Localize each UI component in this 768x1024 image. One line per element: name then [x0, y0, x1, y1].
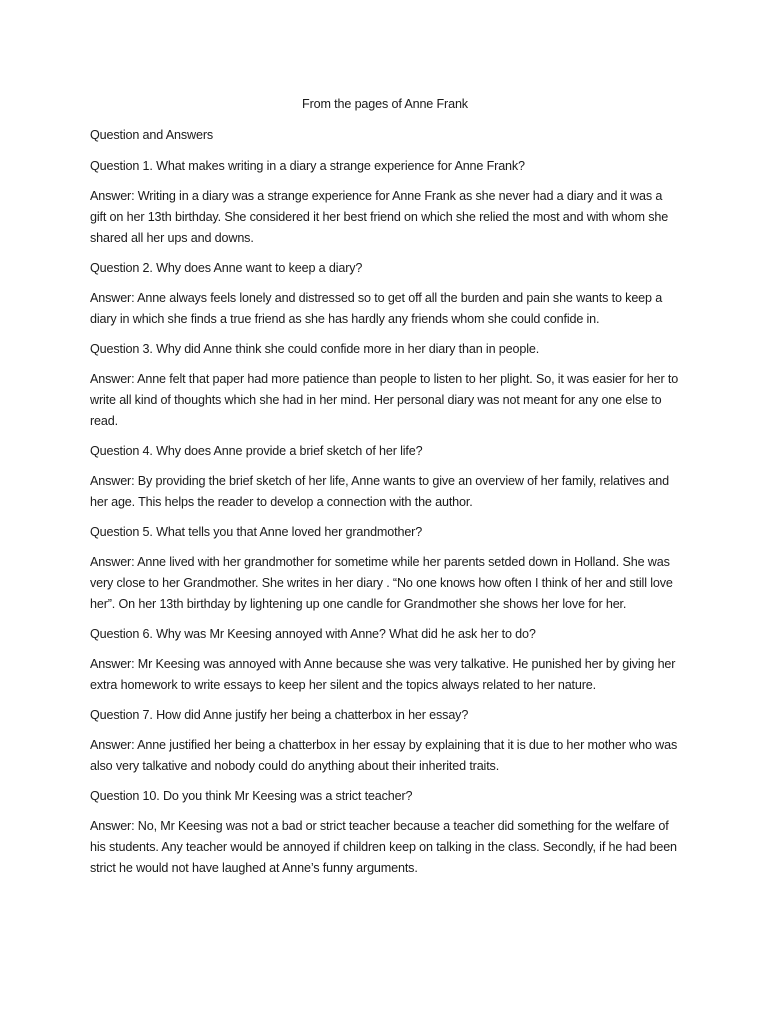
qa-item — [90, 624, 680, 696]
question-text: Question 6. Why was Mr Keesing annoyed with Anne? What did he ask her to do? — [90, 627, 536, 641]
answer-text: Answer: Anne lived with her grandmother for sometime while her parents setded down in Holland. She was very close to her Grandmother. She writes in her diary . “No one knows how often I think of her and still love her”. On her 13th birthday by lightening up one candle for Grandmother she shows her love for her. — [90, 555, 673, 611]
document-title: From the pages of Anne Frank — [302, 97, 468, 111]
answer-text: Answer: Anne justified her being a chatterbox in her essay by explaining that it is due to her mother who was also very talkative and nobody could do anything about their inherited traits. — [90, 738, 678, 773]
question-text: Question 7. How did Anne justify her being a chatterbox in her essay? — [90, 708, 469, 722]
qa-item — [90, 522, 680, 615]
qa-item — [90, 156, 680, 249]
qa-item — [90, 258, 680, 330]
qa-item — [90, 786, 680, 879]
answer-text: Answer: Writing in a diary was a strange experience for Anne Frank as she never had a diary and it was a gift on her 13th birthday. She considered it her best friend on which she relied the most and with whom she shared all her ups and downs. — [90, 189, 669, 245]
qa-item — [90, 339, 680, 432]
question-text: Question 10. Do you think Mr Keesing was a strict teacher? — [90, 789, 413, 803]
question-text: Question 1. What makes writing in a diary a strange experience for Anne Frank? — [90, 159, 525, 173]
document-page — [90, 94, 680, 888]
answer-text: Answer: No, Mr Keesing was not a bad or strict teacher because a teacher did something for the welfare of his students. Any teacher would be annoyed if children keep on talking in the class. Secondly, if he had been strict he would not have laughed at Anne’s funny arguments. — [90, 819, 677, 875]
qa-item — [90, 441, 680, 513]
document-subtitle: Question and Answers — [90, 128, 214, 142]
question-text: Question 3. Why did Anne think she could confide more in her diary than in people. — [90, 342, 540, 356]
question-text: Question 5. What tells you that Anne loved her grandmother? — [90, 525, 423, 539]
answer-text: Answer: Mr Keesing was annoyed with Anne because she was very talkative. He punished her by giving her extra homework to write essays to keep her silent and the topics always related to her nature. — [90, 657, 676, 692]
answer-text: Answer: Anne felt that paper had more patience than people to listen to her plight. So, it was easier for her to write all kind of thoughts which she had in her mind. Her personal diary was not meant for any one else to read. — [90, 372, 679, 428]
answer-text: Answer: Anne always feels lonely and distressed so to get off all the burden and pain she wants to keep a diary in which she finds a true friend as she has hardly any friends whom she could confide in. — [90, 291, 663, 326]
qa-item — [90, 705, 680, 777]
question-text: Question 2. Why does Anne want to keep a diary? — [90, 261, 363, 275]
question-text: Question 4. Why does Anne provide a brief sketch of her life? — [90, 444, 423, 458]
answer-text: Answer: By providing the brief sketch of her life, Anne wants to give an overview of her family, relatives and her age. This helps the reader to develop a connection with the author. — [90, 474, 669, 509]
